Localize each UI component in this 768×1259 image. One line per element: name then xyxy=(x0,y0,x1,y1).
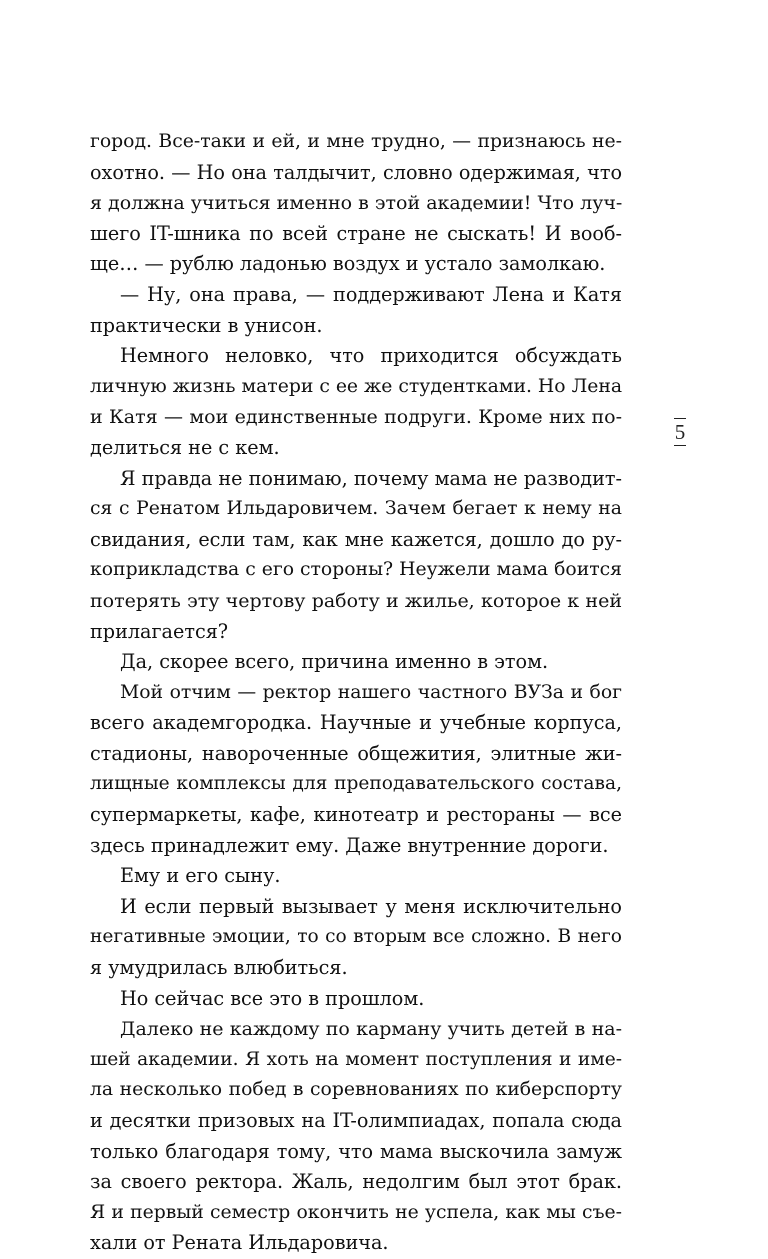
text-line: только благодаря тому, что мама выскочила замуж xyxy=(90,1139,622,1163)
page-number: 5 xyxy=(674,420,686,444)
text-line: Немного неловко, что приходится обсуждать xyxy=(120,344,622,368)
text-line: стадионы, навороченные общежития, элитные жи- xyxy=(90,741,622,765)
text-line: коприкладства с его стороны? Неужели мама боится xyxy=(90,559,622,581)
text-line: всего академгородка. Научные и учебные корпуса, xyxy=(90,711,622,735)
text-line: негативные эмоции, то со вторым все сложно. В него xyxy=(90,926,622,948)
text-line: лищные комплексы для преподавательского состава, xyxy=(90,773,622,795)
text-line: Ему и его сыну. xyxy=(120,864,281,888)
text-line: охотно. — Но она талдычит, словно одержимая, что xyxy=(90,160,622,184)
text-line: и десятки призовых на IT-олимпиадах, попала сюда xyxy=(90,1109,622,1132)
text-line: я должна учиться именно в этой академии! Что луч- xyxy=(90,192,623,215)
text-line: хали от Рената Ильдаровича. xyxy=(90,1231,389,1255)
text-line: шей академии. Я хоть на момент поступления и име- xyxy=(90,1048,622,1070)
page-number-marker xyxy=(668,418,692,446)
text-line: Я и первый семестр окончить не успела, как мы съе- xyxy=(90,1201,622,1223)
text-line: практически в унисон. xyxy=(90,313,323,337)
text-line: личную жизнь матери с ее же студентками. Но Лена xyxy=(90,375,623,397)
text-line: Я правда не понимаю, почему мама не разводит- xyxy=(120,466,622,490)
text-line: шего IT-шника по всей стране не сыскать! И вооб- xyxy=(90,221,622,245)
text-line: Мой отчим — ректор нашего частного ВУЗа и бог xyxy=(120,681,622,703)
text-line: И если первый вызывает у меня исключительно xyxy=(120,894,622,918)
text-line: и Катя — мои единственные подруги. Кроме них по- xyxy=(90,406,622,429)
body-text xyxy=(90,127,622,1259)
text-line: ся с Ренатом Ильдаровичем. Зачем бегает к нему на xyxy=(90,498,622,520)
text-line: за своего ректора. Жаль, недолгим был этот брак. xyxy=(90,1170,622,1194)
text-line: Далеко не каждому по карману учить детей в на- xyxy=(120,1018,622,1041)
text-line: — Ну, она права, — поддерживают Лена и Катя xyxy=(120,282,622,306)
text-line: город. Все-таки и ей, и мне трудно, — признаюсь не- xyxy=(90,131,622,152)
text-line: супермаркеты, кафе, кинотеатр и рестораны — все xyxy=(90,803,622,827)
text-line: я умудрилась влюбиться. xyxy=(90,956,348,980)
text-line: Да, скорее всего, причина именно в этом. xyxy=(120,650,549,674)
text-line: прилагается? xyxy=(90,619,229,643)
text-line: здесь принадлежит ему. Даже внутренние дороги. xyxy=(90,833,609,857)
page-number-rule-bottom xyxy=(674,445,686,446)
text-line: свидания, если там, как мне кажется, дошло до ру- xyxy=(90,527,622,551)
text-line: Но сейчас все это в прошлом. xyxy=(120,986,425,1010)
text-line: потерять эту чертову работу и жилье, которое к ней xyxy=(90,589,622,612)
text-line: делиться не с кем. xyxy=(90,435,280,459)
text-line: ще… — рублю ладонью воздух и устало замолкаю. xyxy=(90,252,606,276)
text-line: ла несколько побед в соревнованиях по киберспорту xyxy=(90,1079,622,1101)
